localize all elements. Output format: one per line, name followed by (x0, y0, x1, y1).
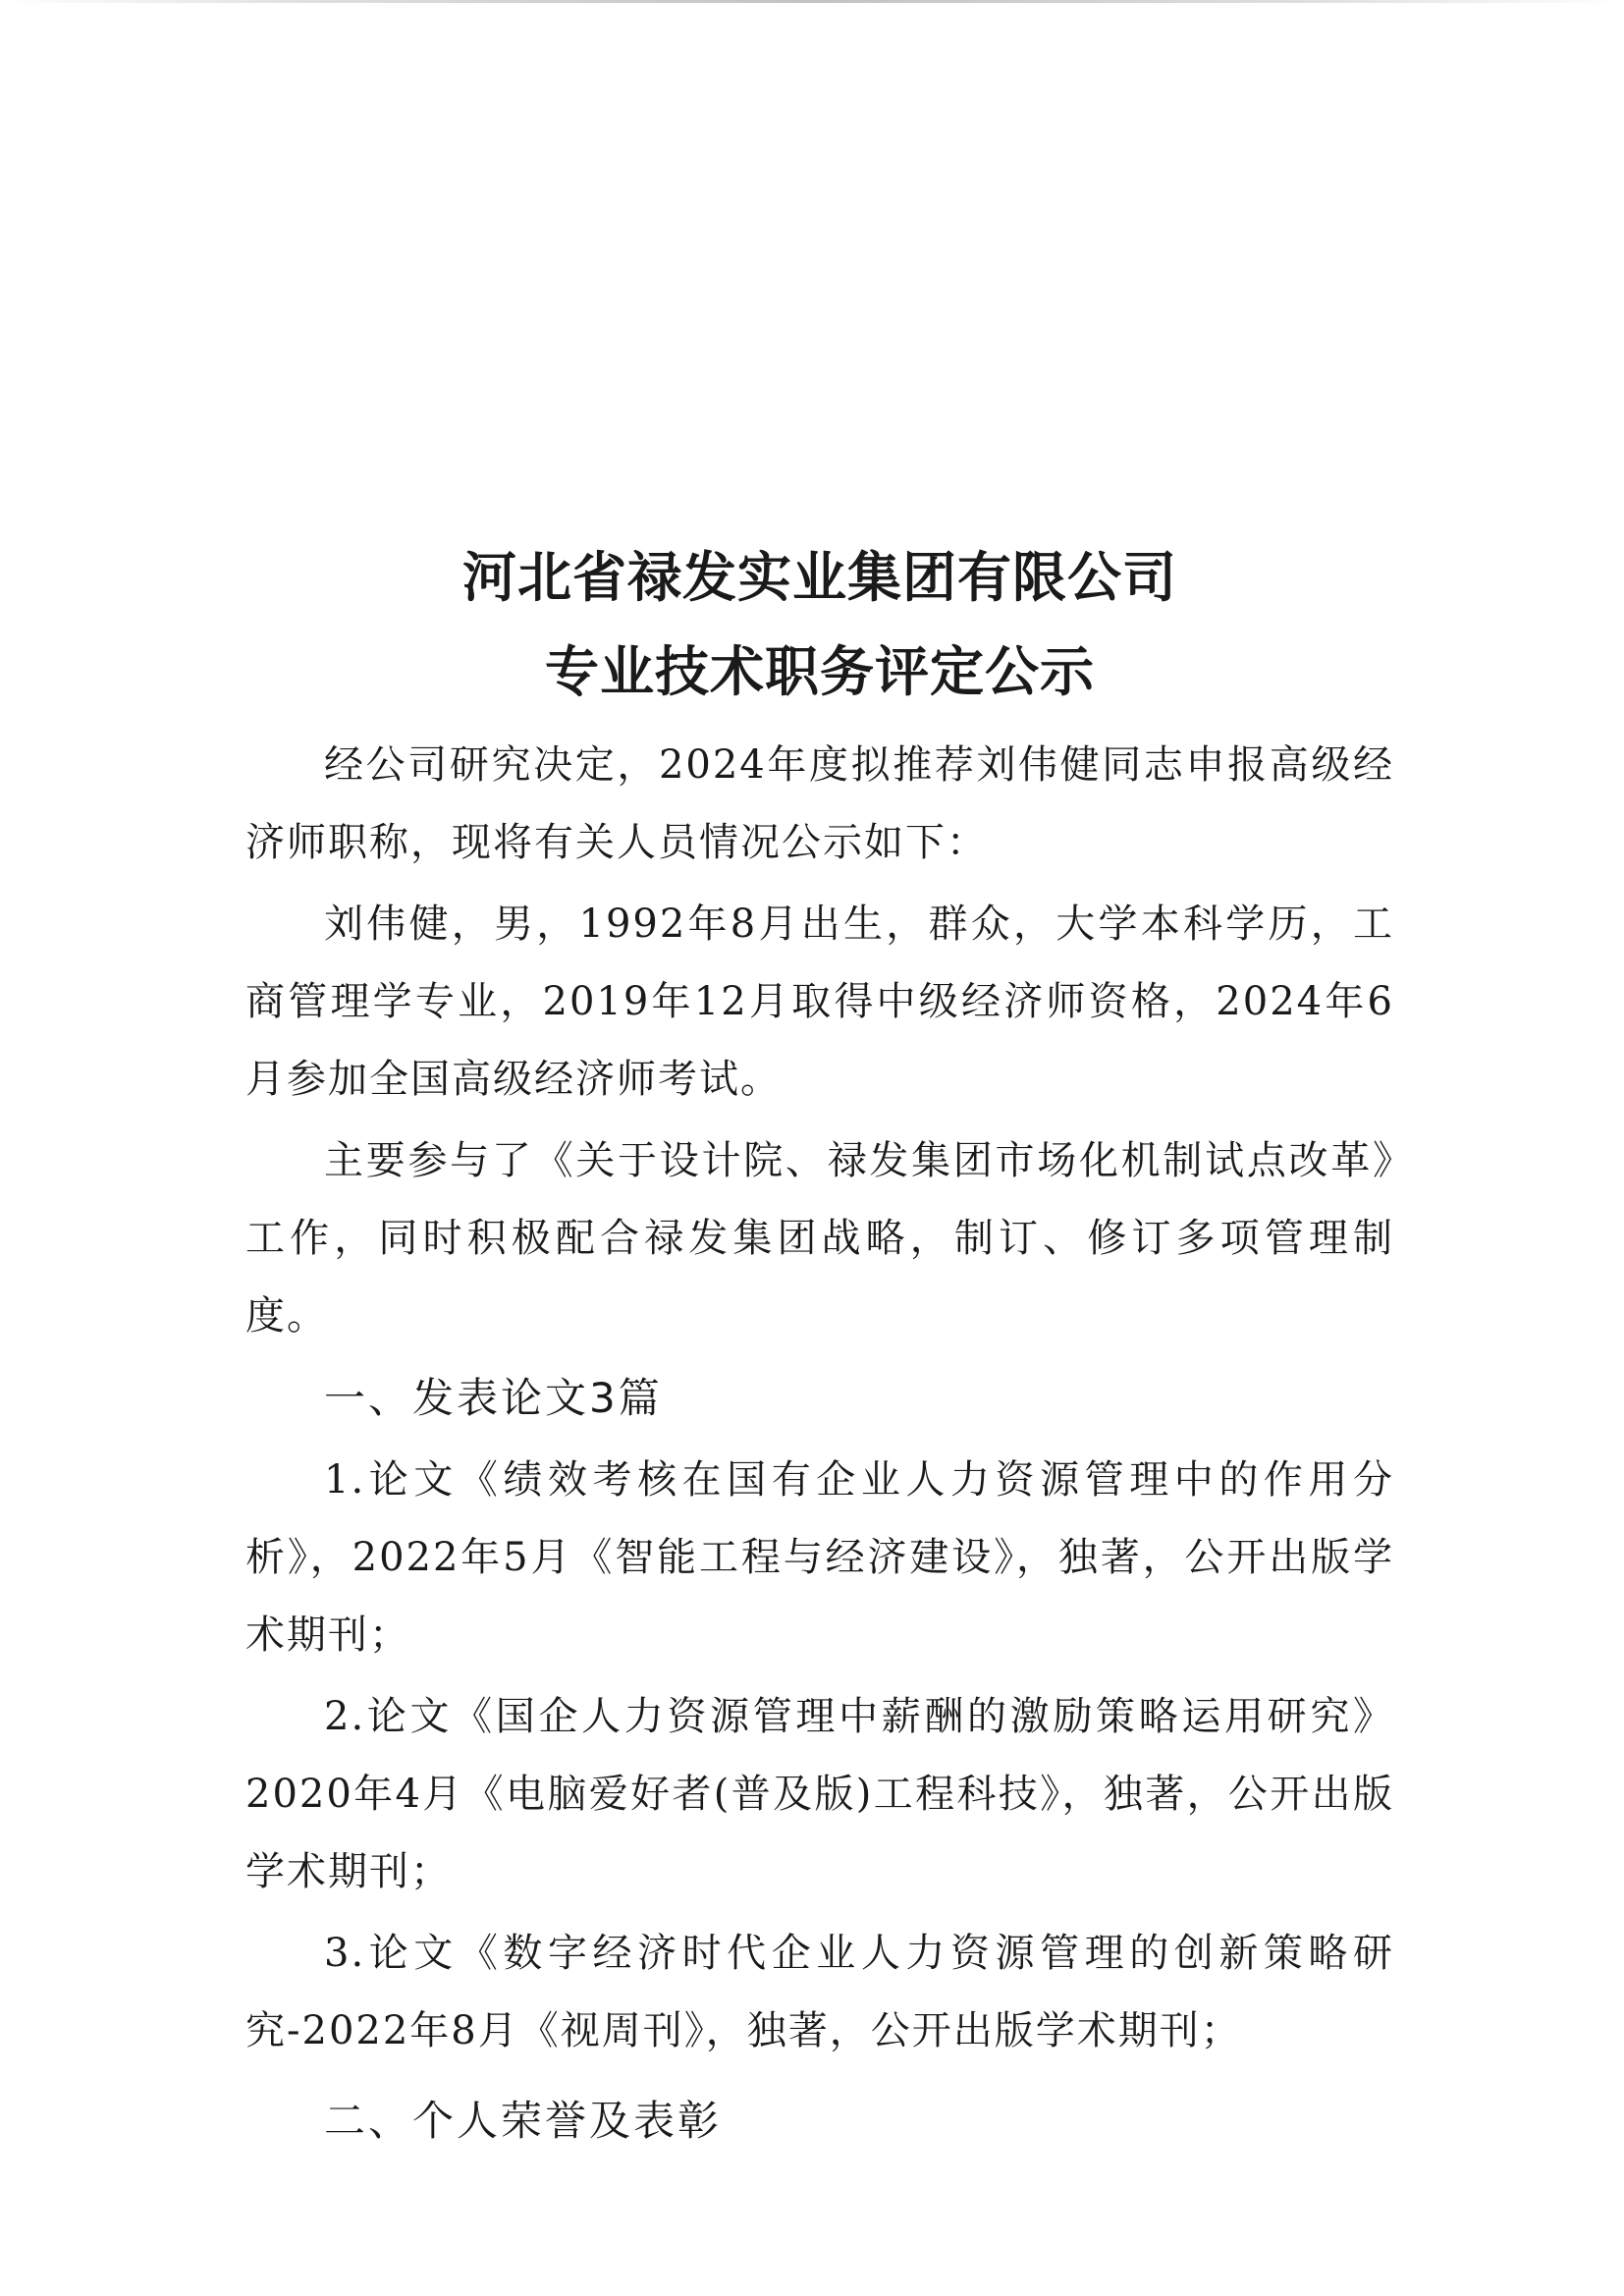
document-title-line2: 专业技术职务评定公示 (544, 639, 1095, 703)
scan-edge (0, 0, 1624, 3)
paper-item-1: 1.论文《绩效考核在国有企业人力资源管理中的作用分析》，2022年5月《智能工程与经济建设》，独著，公开出版学术期刊； (245, 1457, 1394, 1658)
profile-paragraph: 刘伟健，男，1992年8月出生，群众，大学本科学历，工商管理学专业，2019年12月取得中级经济师资格，2024年6月参加全国高级经济师考试。 (245, 902, 1394, 1102)
section-heading-honors: 二、个人荣誉及表彰 (324, 2097, 723, 2145)
intro-paragraph: 经公司研究决定，2024年度拟推荐刘伟健同志申报高级经济师职称，现将有关人员情况公示如下： (245, 742, 1394, 865)
paper-item-2: 2.论文《国企人力资源管理中薪酬的激励策略运用研究》2020年4月《电脑爱好者(普及版)工程科技》，独著，公开出版学术期刊； (245, 1694, 1394, 1894)
paper-item-3: 3.论文《数字经济时代企业人力资源管理的创新策略研究-2022年8月《视周刊》，独著，公开出版学术期刊； (245, 1931, 1394, 2053)
work-paragraph: 主要参与了《关于设计院、禄发集团市场化机制试点改革》工作，同时积极配合禄发集团战略，制订、修订多项管理制度。 (245, 1138, 1394, 1339)
document-body (245, 530, 1394, 2164)
document-title-line1: 河北省禄发实业集团有限公司 (461, 545, 1177, 609)
section-heading-papers: 一、发表论文3篇 (324, 1374, 663, 1422)
